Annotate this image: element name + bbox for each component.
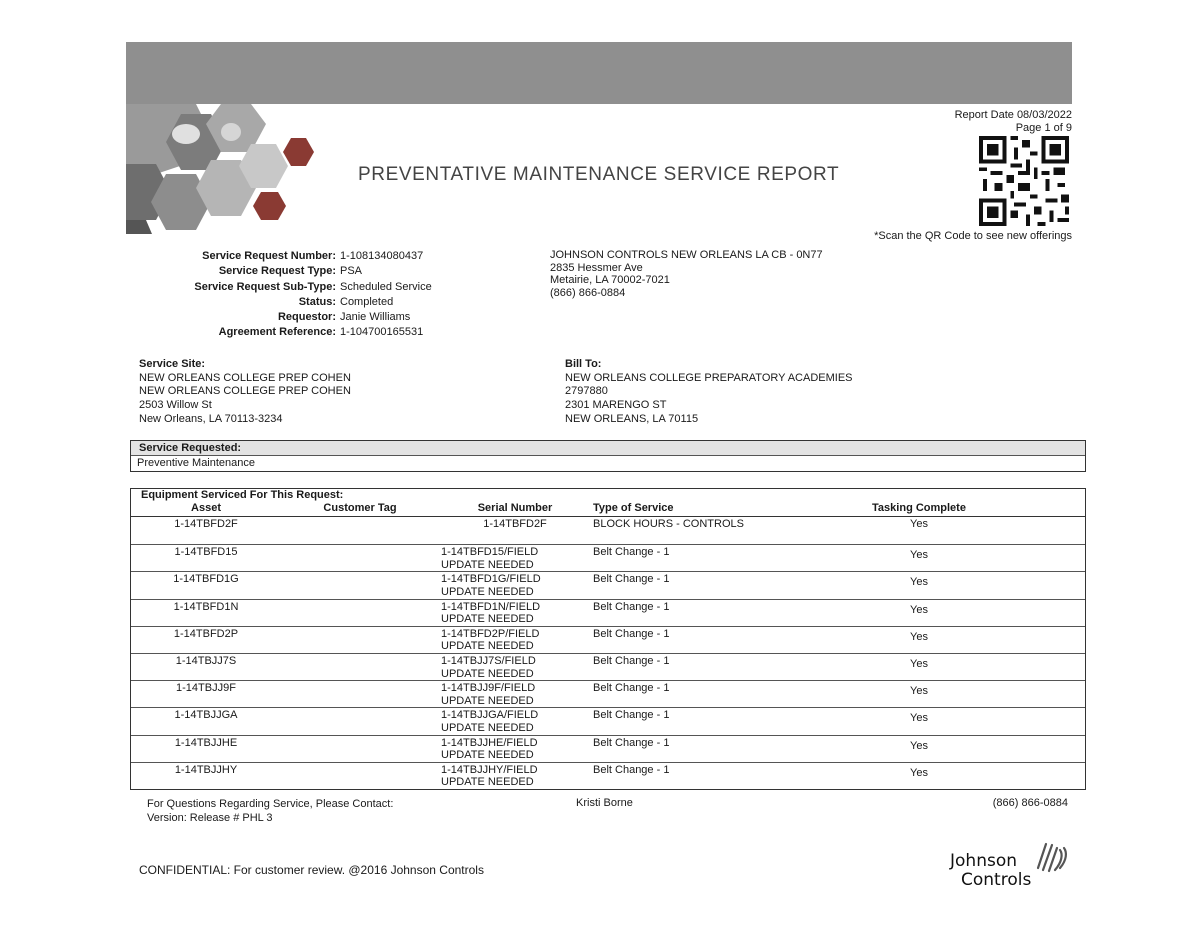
cell-customer-tag — [281, 681, 439, 707]
site-line: 2503 Willow St — [139, 399, 212, 412]
cell-tasking-complete: Yes — [910, 630, 928, 643]
cell-customer-tag — [281, 736, 439, 762]
report-title: PREVENTATIVE MAINTENANCE SERVICE REPORT — [358, 164, 840, 185]
cell-asset: 1-14TBFD15 — [174, 546, 238, 559]
bill-to-line: 2797880 — [565, 385, 608, 398]
cell-tasking-complete: Yes — [910, 576, 928, 589]
detail-value: Scheduled Service — [340, 280, 432, 293]
detail-label: Agreement Reference: — [218, 326, 336, 339]
cell-tasking-complete: Yes — [910, 685, 928, 698]
bill-to-line: NEW ORLEANS COLLEGE PREPARATORY ACADEMIES — [565, 371, 853, 384]
serial-line: UPDATE NEEDED — [441, 694, 534, 707]
cell-type-of-service: Belt Change - 1 — [593, 709, 670, 722]
serial-line: UPDATE NEEDED — [441, 585, 534, 598]
cell-tasking-complete: Yes — [910, 603, 928, 616]
hexagon-photo-collage — [126, 104, 316, 234]
table-row — [131, 653, 1085, 680]
cell-type-of-service: Belt Change - 1 — [593, 546, 670, 559]
cell-serial-number — [439, 736, 589, 762]
detail-value: 1-104700165531 — [340, 326, 424, 339]
cell-asset: 1-14TBJJGA — [174, 709, 238, 722]
vendor-phone: (866) 866-0884 — [550, 286, 626, 299]
cell-customer-tag — [281, 545, 439, 571]
cell-customer-tag — [281, 600, 439, 626]
cell-tasking-complete: Yes — [910, 518, 928, 530]
cell-serial-number — [439, 600, 589, 626]
detail-label: Status: — [298, 295, 336, 308]
serial-line: 1-14TBJJ9F/FIELD — [441, 682, 536, 695]
equipment-table-body — [131, 517, 1085, 789]
cell-type-of-service: Belt Change - 1 — [593, 600, 670, 613]
version-text: Version: Release # PHL 3 — [147, 812, 273, 824]
logo-text-line1: Johnson — [950, 851, 1017, 871]
cell-type-of-service: Belt Change - 1 — [593, 654, 670, 667]
service-request-details — [140, 249, 432, 341]
cell-serial-number — [439, 545, 589, 571]
table-row — [131, 680, 1085, 707]
site-line: New Orleans, LA 70113-3234 — [139, 412, 283, 425]
equipment-header-row — [131, 501, 1085, 517]
bill-to-line: 2301 MARENGO ST — [565, 399, 667, 412]
detail-label: Service Request Sub-Type: — [194, 280, 336, 293]
cell-tasking-complete: Yes — [910, 766, 928, 779]
logo-text-line2: Controls — [961, 870, 1032, 890]
cell-customer-tag — [281, 708, 439, 734]
vendor-address — [550, 249, 823, 299]
detail-label: Service Request Type: — [218, 265, 336, 278]
cell-customer-tag — [281, 572, 439, 598]
cell-customer-tag — [281, 763, 439, 789]
serial-line: UPDATE NEEDED — [441, 613, 534, 626]
cell-asset: 1-14TBFD2F — [174, 518, 238, 530]
header-banner — [126, 42, 1072, 104]
serial-line: UPDATE NEEDED — [441, 776, 534, 789]
serial-line: 1-14TBJJ7S/FIELD — [441, 654, 536, 667]
cell-tasking-complete: Yes — [910, 657, 928, 670]
cell-customer-tag — [281, 517, 439, 544]
col-header-serial-number: Serial Number — [477, 502, 553, 514]
detail-value: PSA — [340, 265, 363, 278]
vendor-name: JOHNSON CONTROLS NEW ORLEANS LA CB - 0N77 — [550, 249, 823, 261]
cell-serial-number — [439, 517, 589, 544]
serial-line: 1-14TBFD1N/FIELD — [441, 600, 541, 613]
cell-customer-tag — [281, 654, 439, 680]
contact-phone: (866) 866-0884 — [992, 797, 1068, 809]
serial-line: 1-14TBFD1G/FIELD — [441, 573, 541, 586]
site-line: NEW ORLEANS COLLEGE PREP COHEN — [139, 385, 351, 398]
detail-label: Service Request Number: — [202, 250, 336, 262]
detail-value: Completed — [340, 295, 394, 308]
equipment-caption: Equipment Serviced For This Request: — [141, 489, 344, 501]
serial-line: 1-14TBFD15/FIELD — [441, 546, 539, 559]
logo-mark-icon — [1032, 838, 1070, 876]
cell-asset: 1-14TBFD1G — [173, 573, 239, 586]
table-row — [131, 707, 1085, 734]
table-row — [131, 517, 1085, 544]
cell-customer-tag — [281, 627, 439, 653]
serial-line: 1-14TBJJHY/FIELD — [441, 763, 538, 776]
vendor-city: Metairie, LA 70002-7021 — [550, 274, 670, 287]
cell-type-of-service: Belt Change - 1 — [593, 682, 670, 695]
service-site-heading: Service Site: — [139, 358, 206, 370]
detail-row — [140, 295, 432, 310]
site-line: NEW ORLEANS COLLEGE PREP COHEN — [139, 371, 351, 384]
cell-asset: 1-14TBJJ7S — [175, 654, 237, 667]
serial-line: UPDATE NEEDED — [441, 721, 534, 734]
serial-line: UPDATE NEEDED — [441, 749, 534, 762]
col-header-type-of-service: Type of Service — [593, 502, 674, 514]
bill-to-line: NEW ORLEANS, LA 70115 — [565, 412, 699, 425]
cell-type-of-service: Belt Change - 1 — [593, 736, 670, 749]
detail-row — [140, 310, 432, 325]
detail-row — [140, 325, 432, 340]
page-number: Page 1 of 9 — [1015, 122, 1072, 134]
table-row — [131, 762, 1085, 789]
cell-asset: 1-14TBJJHY — [174, 763, 238, 776]
serial-line: UPDATE NEEDED — [441, 640, 534, 653]
cell-asset: 1-14TBFD2P — [173, 627, 239, 640]
cell-asset: 1-14TBJJ9F — [176, 682, 236, 695]
serial-line: UPDATE NEEDED — [441, 667, 534, 680]
cell-serial-number — [439, 681, 589, 707]
equipment-table — [130, 488, 1086, 790]
table-row — [131, 626, 1085, 653]
detail-value: Janie Williams — [340, 311, 411, 324]
service-requested-heading: Service Requested: — [131, 441, 1085, 456]
qr-scan-note: *Scan the QR Code to see new offerings — [874, 230, 1072, 242]
report-date-block — [955, 109, 1072, 135]
service-requested-box — [130, 440, 1086, 472]
report-date: Report Date 08/03/2022 — [954, 109, 1072, 121]
detail-value: 1-108134080437 — [340, 250, 424, 262]
detail-row — [140, 249, 432, 264]
cell-tasking-complete: Yes — [910, 712, 928, 725]
cell-type-of-service: BLOCK HOURS - CONTROLS — [593, 518, 744, 530]
detail-label: Requestor: — [277, 311, 336, 324]
serial-line: 1-14TBFD2F — [483, 518, 547, 530]
cell-serial-number — [439, 708, 589, 734]
cell-tasking-complete: Yes — [910, 739, 928, 752]
cell-serial-number — [439, 763, 589, 789]
vendor-street: 2835 Hessmer Ave — [550, 261, 643, 274]
col-header-tasking-complete: Tasking Complete — [872, 502, 966, 514]
cell-asset: 1-14TBFD1N — [173, 600, 239, 613]
table-row — [131, 599, 1085, 626]
cell-tasking-complete: Yes — [910, 549, 928, 562]
col-header-customer-tag: Customer Tag — [323, 502, 397, 514]
table-row — [131, 735, 1085, 762]
qr-code-icon — [978, 136, 1070, 226]
cell-serial-number — [439, 572, 589, 598]
questions-text: For Questions Regarding Service, Please Contact: — [147, 798, 394, 810]
serial-line: UPDATE NEEDED — [441, 558, 534, 571]
serial-line: 1-14TBJJHE/FIELD — [441, 736, 538, 749]
table-row — [131, 571, 1085, 598]
johnson-controls-logo — [950, 836, 1070, 892]
service-site — [139, 358, 351, 427]
bill-to — [565, 358, 853, 427]
serial-line: 1-14TBJJGA/FIELD — [441, 709, 539, 722]
contact-name: Kristi Borne — [576, 797, 633, 809]
cell-type-of-service: Belt Change - 1 — [593, 573, 670, 586]
footer-questions — [147, 797, 393, 825]
cell-type-of-service: Belt Change - 1 — [593, 763, 670, 776]
confidential-notice: CONFIDENTIAL: For customer review. @2016 Johnson Controls — [139, 863, 484, 877]
cell-serial-number — [439, 654, 589, 680]
cell-type-of-service: Belt Change - 1 — [593, 627, 670, 640]
service-requested-value: Preventive Maintenance — [137, 457, 256, 469]
cell-serial-number — [439, 627, 589, 653]
detail-row — [140, 264, 432, 279]
detail-row — [140, 280, 432, 295]
bill-to-heading: Bill To: — [565, 358, 602, 370]
serial-line: 1-14TBFD2P/FIELD — [441, 627, 540, 640]
table-row — [131, 544, 1085, 571]
cell-asset: 1-14TBJJHE — [174, 736, 238, 749]
col-header-asset: Asset — [191, 502, 221, 514]
